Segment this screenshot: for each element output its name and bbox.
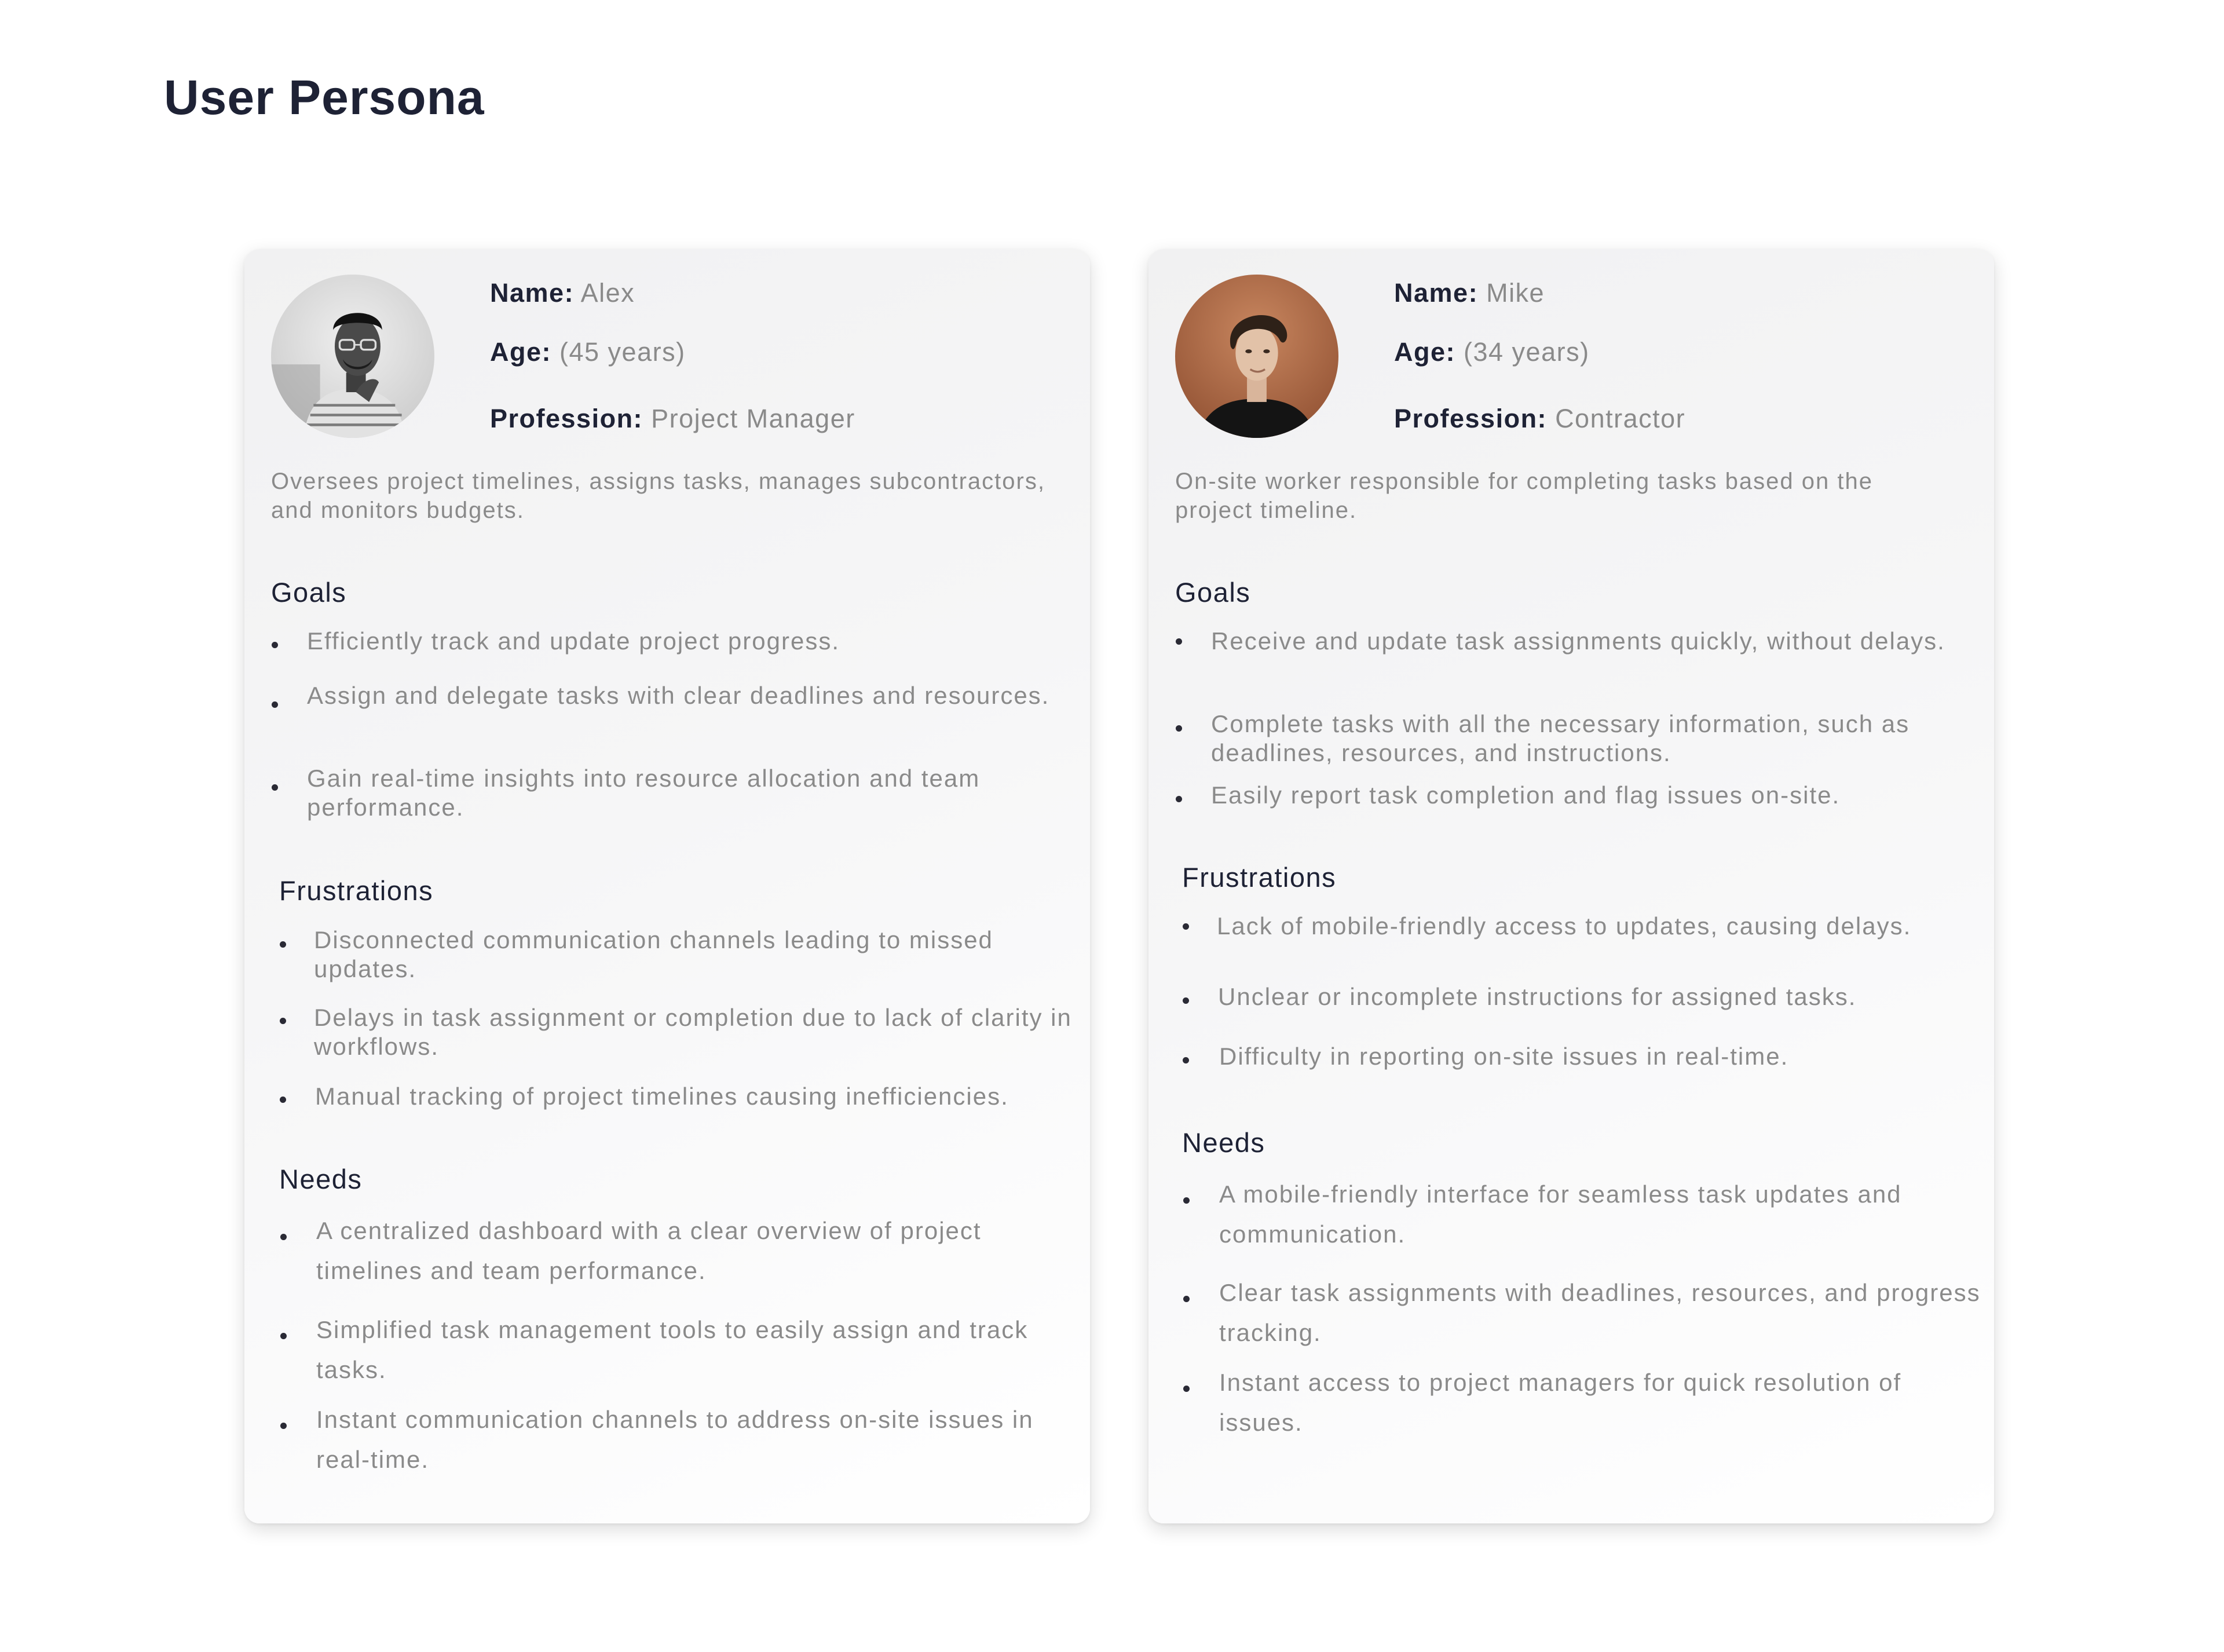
bullet-dot <box>280 1097 286 1103</box>
need-item: Instant access to project managers for quick resolution of issues. <box>1219 1369 1902 1436</box>
persona-summary: Oversees project timelines, assigns tasks, manages subcontractors, and monitors budgets. <box>271 469 1045 523</box>
avatar <box>1175 275 1338 438</box>
frustration-item: Disconnected communication channels leading to missed updates. <box>314 926 993 982</box>
need-item: Simplified task management tools to easily assign and track tasks. <box>316 1316 1029 1383</box>
name-label: Name: <box>1394 278 1479 308</box>
bullet-dot <box>1183 923 1189 930</box>
needs-heading: Needs <box>1182 1127 1265 1158</box>
frustration-item: Lack of mobile-friendly access to updates, causing delays. <box>1217 912 1912 940</box>
frustrations-heading: Frustrations <box>1182 862 1337 893</box>
name-row <box>490 278 635 308</box>
goal-item: Assign and delegate tasks with clear deadlines and resources. <box>307 682 1050 709</box>
portrait-young-man-icon <box>1175 275 1338 438</box>
bullet-dot <box>1183 1386 1190 1392</box>
need-item: A mobile-friendly interface for seamless task updates and communication. <box>1219 1180 1902 1248</box>
age-label: Age: <box>1394 337 1455 367</box>
persona-card-mike <box>1148 249 1994 1523</box>
bullet-dot <box>280 1423 287 1429</box>
need-item: Instant communication channels to address on-site issues in real-time. <box>316 1406 1034 1473</box>
goal-item: Easily report task completion and flag issues on-site. <box>1211 781 1841 809</box>
portrait-man-glasses-icon <box>271 275 434 438</box>
frustration-item: Delays in task assignment or completion due to lack of clarity in workflows. <box>314 1004 1072 1060</box>
bullet-dot <box>1183 1296 1190 1302</box>
bullet-dot <box>272 784 278 791</box>
name-label: Name: <box>490 278 575 308</box>
need-item: Clear task assignments with deadlines, resources, and progress tracking. <box>1219 1279 1981 1346</box>
bullet-dot <box>1176 638 1182 645</box>
frustration-item: Unclear or incomplete instructions for assigned tasks. <box>1218 983 1857 1010</box>
profession-value: Contractor <box>1555 404 1686 433</box>
goal-item: Efficiently track and update project progress. <box>307 627 840 655</box>
frustrations-heading: Frustrations <box>279 875 434 906</box>
profession-label: Profession: <box>1394 404 1548 433</box>
bullet-dot <box>1183 1057 1189 1063</box>
profession-value: Project Manager <box>651 404 855 433</box>
bullet-dot <box>1176 796 1182 802</box>
age-row <box>1394 337 1590 367</box>
bullet-dot <box>272 701 278 708</box>
bullet-dot <box>280 1018 286 1024</box>
frustration-item: Manual tracking of project timelines causing inefficiencies. <box>315 1083 1009 1110</box>
age-value: (34 years) <box>1464 337 1590 367</box>
bullet-dot <box>1183 997 1189 1004</box>
age-row <box>490 337 686 367</box>
goal-item: Receive and update task assignments quickly, without delays. <box>1211 627 1945 655</box>
name-value: Alex <box>580 278 635 308</box>
frustration-item: Difficulty in reporting on-site issues in real-time. <box>1219 1043 1789 1070</box>
page-title: User Persona <box>164 70 485 125</box>
goals-heading: Goals <box>271 577 347 608</box>
goal-item: Gain real-time insights into resource allocation and team performance. <box>307 765 981 821</box>
age-label: Age: <box>490 337 551 367</box>
profession-label: Profession: <box>490 404 643 433</box>
bullet-dot <box>280 941 286 948</box>
persona-summary: On-site worker responsible for completing tasks based on the project timeline. <box>1175 469 1873 523</box>
needs-heading: Needs <box>279 1164 363 1194</box>
bullet-dot <box>280 1333 287 1339</box>
bullet-dot <box>1176 725 1182 732</box>
bullet-dot <box>1183 1197 1190 1204</box>
need-item: A centralized dashboard with a clear overview of project timelines and team performance. <box>316 1217 982 1284</box>
name-value: Mike <box>1486 278 1545 308</box>
persona-card-alex <box>244 249 1090 1523</box>
profession-row <box>490 404 855 434</box>
avatar <box>271 275 434 438</box>
bullet-dot <box>272 642 278 648</box>
goal-item: Complete tasks with all the necessary information, such as deadlines, resources, and instructions. <box>1211 710 1910 766</box>
name-row <box>1394 278 1545 308</box>
age-value: (45 years) <box>559 337 686 367</box>
goals-heading: Goals <box>1175 577 1251 608</box>
bullet-dot <box>280 1234 287 1240</box>
profession-row <box>1394 404 1685 434</box>
